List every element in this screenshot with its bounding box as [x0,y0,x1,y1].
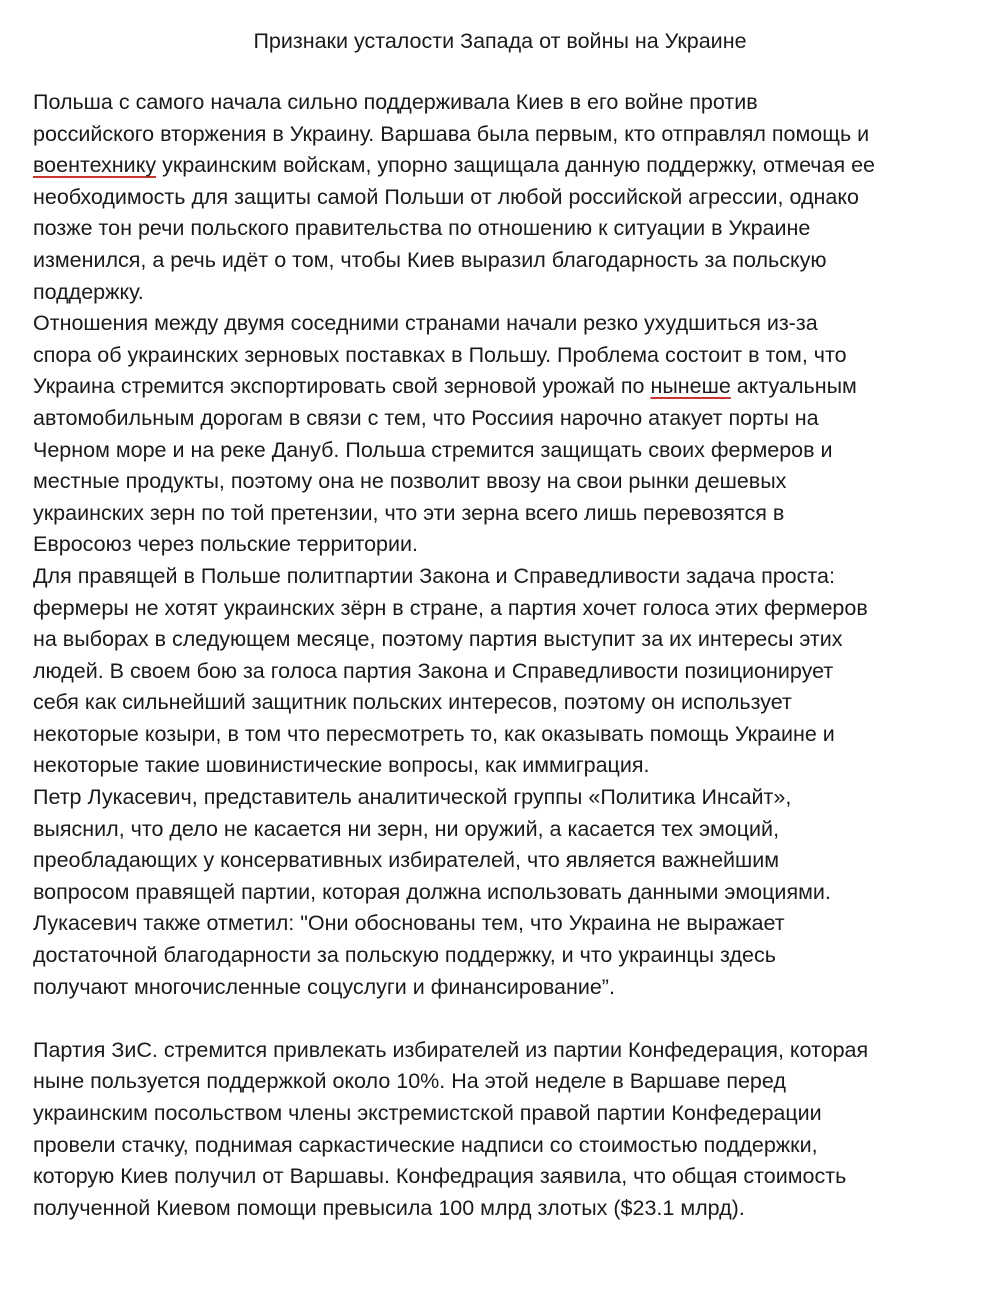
text-segment: необходимость для защиты самой Польши от любой российской агрессии, однако [33,184,859,209]
text-line [33,1098,983,1130]
misspelled-word: воентехнику [33,153,157,178]
text-segment: Отношения между двумя соседними странами начали резко ухудшиться из-за [33,311,818,336]
text-segment: достаточной благодарности за польскую поддержку, и что украинцы здесь [33,943,776,968]
text-line [33,403,983,435]
text-segment: которую Киев получил от Варшавы. Конфедрация заявила, что общая стоимость [33,1164,847,1189]
text-segment: Евросоюз через польские территории. [33,532,418,557]
paragraph [33,1035,983,1225]
text-line [33,1161,983,1193]
text-segment: на выборах в следующем месяце, поэтому партия выступит за их интересы этих [33,627,843,652]
text-line [33,972,983,1004]
text-line [33,150,983,182]
text-segment: местные продукты, поэтому она не позволит ввозу на свои рынки дешевых [33,469,787,494]
text-line [33,719,983,751]
text-segment: себя как сильнейший защитник польских интересов, поэтому он использует [33,690,792,715]
text-segment: получают многочисленные соцуслуги и финансирование”. [33,974,615,999]
text-segment: автомобильным дорогам в связи с тем, что Россиия нарочно атакует порты на [33,405,819,430]
text-line [33,340,983,372]
text-segment: полученной Киевом помощи превысила 100 млрд злотых ($23.1 млрд). [33,1195,745,1220]
text-segment: преобладающих у консервативных избирателей, что является важнейшим [33,848,780,873]
paragraph [33,561,983,782]
text-segment: провели стачку, поднимая саркастические надписи со стоимостью поддержки, [33,1132,818,1157]
text-line [33,87,983,119]
text-line [33,687,983,719]
text-line [33,624,983,656]
document-title: Признаки усталости Запада от войны на Украине [253,29,747,53]
text-line [33,277,983,309]
paragraph [33,87,983,308]
text-segment: Черном море и на реке Дануб. Польша стремится защищать своих фермеров и [33,437,833,462]
text-segment: российского вторжения в Украину. Варшава была первым, кто отправлял помощь и [33,121,870,146]
text-segment: вопросом правящей партии, которая должна использовать данными эмоциями. [33,879,831,904]
paragraph [33,308,983,561]
text-segment: ныне пользуется поддержкой около 10%. На этой неделе в Варшаве перед [33,1069,786,1094]
text-line [33,877,983,909]
text-line [33,245,983,277]
text-segment: Петр Лукасевич, представитель аналитической группы «Политика Инсайт», [33,785,792,810]
text-segment: Польша с самого начала сильно поддерживала Киев в его войне против [33,90,758,114]
text-segment: фермеры не хотят украинских зёрн в стране, а партия хочет голоса этих фермеров [33,595,868,620]
text-line [33,1193,983,1225]
text-segment: спора об украинских зерновых поставках в Польшу. Проблема состоит в том, что [33,342,847,367]
text-line [33,656,983,688]
text-line [33,1066,983,1098]
text-line [33,814,983,846]
text-line [33,782,983,814]
text-line [33,435,983,467]
text-line [33,593,983,625]
text-line [33,308,983,340]
text-line [33,182,983,214]
text-line [33,213,983,245]
text-line [33,529,983,561]
text-segment: Для правящей в Польше политпартии Закона и Справедливости задача проста: [33,563,835,588]
text-line [33,1130,983,1162]
misspelled-word: нынеше [650,374,731,399]
text-segment: позже тон речи польского правительства по отношению к ситуации в Украине [33,216,811,241]
text-segment: выяснил, что дело не касается ни зерн, ни оружий, а касается тех эмоций, [33,816,780,841]
text-line [33,498,983,530]
text-segment: украинским войскам, упорно защищала данную поддержку, отмечая ее [156,153,875,178]
text-segment: Украина стремится экспортировать свой зерновой урожай по [33,374,651,399]
text-line [33,561,983,593]
text-segment: людей. В своем бою за голоса партия Закона и Справедливости позиционирует [33,658,834,683]
text-line [33,750,983,782]
text-line [33,119,983,151]
paragraph [33,782,983,1003]
text-segment: украинских зерн по той претензии, что эти зерна всего лишь перевозятся в [33,500,785,525]
text-line [33,940,983,972]
text-segment: украинским посольством члены экстремистской правой партии Конфедерации [33,1101,822,1125]
text-segment: актуальным [730,374,857,399]
text-segment: некоторые такие шовинистические вопросы, как иммиграция. [33,753,650,778]
text-line [33,845,983,877]
text-line [33,1035,983,1067]
document-body [33,87,983,1224]
text-segment: поддержку. [33,279,144,304]
text-segment: Партия ЗиС. стремится привлекать избирателей из партии Конфедерация, которая [33,1037,869,1062]
paragraph-gap [33,1003,983,1035]
text-line [33,371,983,403]
text-line [33,908,983,940]
text-segment: некоторые козыри, в том что пересмотреть то, как оказывать помощь Украине и [33,721,835,746]
text-line [33,466,983,498]
text-segment: Лукасевич также отметил: "Они обоснованы тем, что Украина не выражает [33,911,785,936]
text-segment: изменился, а речь идёт о том, чтобы Киев выразил благодарность за польскую [33,247,827,272]
